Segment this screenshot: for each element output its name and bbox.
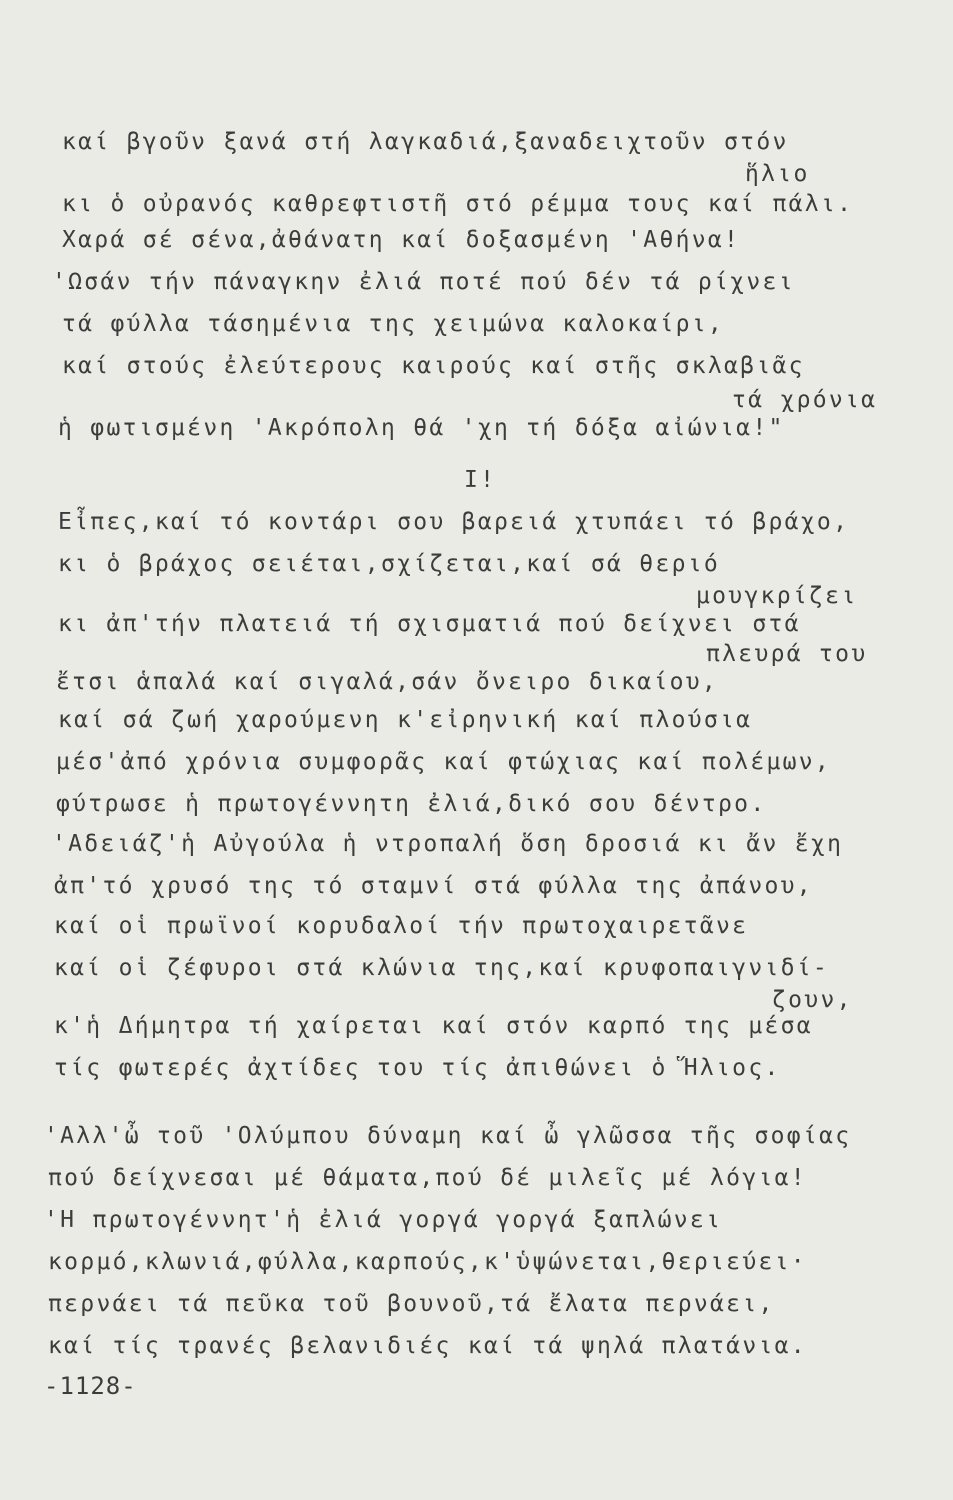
text-line: 'Αδειάζ'ἡ Αὐγούλα ἡ ντροπαλή ὅση δροσιά κι ἄν ἔχη xyxy=(52,831,844,857)
text-line: τά φύλλα τάσημένια της χειμώνα καλοκαίρι, xyxy=(62,311,725,337)
text-line: ἥλιο xyxy=(745,161,810,187)
text-line: κι ἀπ'τήν πλατειά τή σχισματιά πού δείχνει στά xyxy=(58,611,801,637)
text-line: κορμό,κλωνιά,φύλλα,καρπούς,κ'ὑψώνεται,θεριεύει· xyxy=(48,1249,807,1275)
page-number: -1128- xyxy=(44,1372,137,1400)
text-line: τά χρόνια xyxy=(732,387,878,413)
text-line: 'Η πρωτογέννητ'ἡ ἐλιά γοργά γοργά ξαπλώνει xyxy=(44,1207,723,1233)
text-line: περνάει τά πεῦκα τοῦ βουνοῦ,τά ἔλατα περνάει, xyxy=(48,1291,775,1317)
text-line: φύτρωσε ἡ πρωτογέννητη ἐλιά,δικό σου δέντρο. xyxy=(56,791,767,817)
text-line: καί οἱ ζέφυροι στά κλώνια της,καί κρυφοπαιγνιδί- xyxy=(54,955,830,981)
text-line: μουγκρίζει xyxy=(696,583,858,609)
text-line: 'Αλλ'ὦ τοῦ 'Ολύμπου δύναμη καί ὦ γλῶσσα τῆς σοφίας xyxy=(44,1123,852,1149)
text-line: ἔτσι ἁπαλά καί σιγαλά,σάν ὄνειρο δικαίου, xyxy=(56,669,719,695)
text-line: ἡ φωτισμένη 'Ακρόπολη θά 'χη τή δόξα αἰώνια!" xyxy=(58,415,785,441)
text-line: καί τίς τρανές βελανιδιές καί τά ψηλά πλατάνια. xyxy=(48,1333,807,1359)
text-line: καί βγοῦν ξανά στή λαγκαδιά,ξαναδειχτοῦν στόν xyxy=(62,129,789,155)
text-line: πού δείχνεσαι μέ θάματα,πού δέ μιλεῖς μέ λόγια! xyxy=(48,1165,807,1191)
text-line: πλευρά του xyxy=(706,641,868,667)
text-line: κι ὁ οὐρανός καθρεφτιστῆ στό ρέμμα τους καί πάλι. xyxy=(62,191,854,217)
section-numeral: Ι! xyxy=(464,467,497,493)
text-line: μέσ'ἀπό χρόνια συμφορᾶς καί φτώχιας καί πολέμων, xyxy=(56,749,832,775)
text-line: Χαρά σέ σένα,ἀθάνατη καί δοξασμένη 'Αθήνα! xyxy=(62,227,741,253)
text-line: Εἶπες,καί τό κοντάρι σου βαρειά χτυπάει τό βράχο, xyxy=(58,509,850,535)
text-line: 'Ωσάν τήν πάναγκην ἐλιά ποτέ πού δέν τά ρίχνει xyxy=(52,269,795,295)
text-line: κ'ἡ Δήμητρα τή χαίρεται καί στόν καρπό της μέσα xyxy=(54,1013,813,1039)
text-line: ἀπ'τό χρυσό της τό σταμνί στά φύλλα της ἀπάνου, xyxy=(54,873,813,899)
text-line: καί στούς ἐλεύτερους καιρούς καί στῆς σκλαβιᾶς xyxy=(62,353,805,379)
text-line: καί σά ζωή χαρούμενη κ'εἰρηνική καί πλούσια xyxy=(58,707,753,733)
text-line: ζουν, xyxy=(772,987,853,1013)
text-line: καί οἱ πρωϊνοί κορυδαλοί τήν πρωτοχαιρετᾶνε xyxy=(54,913,749,939)
text-line: κι ὁ βράχος σειέται,σχίζεται,καί σά θεριό xyxy=(58,551,721,577)
text-line: τίς φωτερές ἀχτίδες του τίς ἀπιθώνει ὁ Ἥλιος. xyxy=(54,1055,781,1081)
